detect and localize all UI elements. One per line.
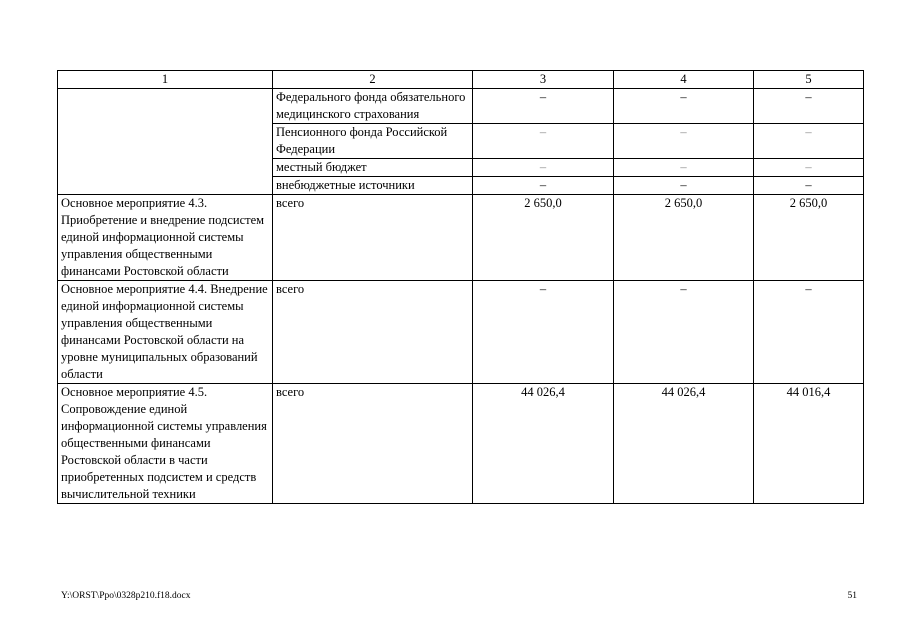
source-cell: всего [273, 281, 473, 384]
value-cell: – [754, 124, 864, 159]
value-cell: 2 650,0 [473, 195, 614, 281]
budget-table [57, 70, 864, 504]
header-col-1: 1 [58, 71, 273, 89]
value-cell: – [473, 89, 614, 124]
source-cell: Пенсионного фонда Российской Федерации [273, 124, 473, 159]
value-cell: – [473, 159, 614, 177]
header-col-5: 5 [754, 71, 864, 89]
value-cell: – [754, 177, 864, 195]
value-cell: 44 026,4 [473, 384, 614, 504]
value-cell: – [614, 281, 754, 384]
source-cell: местный бюджет [273, 159, 473, 177]
continued-name-cell [58, 89, 273, 195]
value-cell: 44 016,4 [754, 384, 864, 504]
value-cell: – [754, 89, 864, 124]
table-row [58, 195, 864, 281]
value-cell: – [754, 281, 864, 384]
value-cell: – [473, 281, 614, 384]
footer-page-number: 51 [847, 591, 857, 601]
value-cell: – [614, 124, 754, 159]
source-cell: всего [273, 384, 473, 504]
activity-name-cell: Основное мероприятие 4.4. Внедрение единой информационной системы управления общественными финансами Ростовской области на уровне муниципальных образований области [58, 281, 273, 384]
value-cell: – [614, 159, 754, 177]
activity-name-cell: Основное мероприятие 4.3. Приобретение и внедрение подсистем единой информационной системы управления общественными финансами Ростовской области [58, 195, 273, 281]
table-row [58, 89, 864, 124]
value-cell: 2 650,0 [754, 195, 864, 281]
value-cell: – [473, 124, 614, 159]
source-cell: Федерального фонда обязательного медицинского страхования [273, 89, 473, 124]
activity-name-cell: Основное мероприятие 4.5. Сопровождение единой информационной системы управления общественными финансами Ростовской области в части приобретенных подсистем и средств вычислительной техники [58, 384, 273, 504]
value-cell: – [614, 177, 754, 195]
header-col-3: 3 [473, 71, 614, 89]
value-cell: – [614, 89, 754, 124]
value-cell: 2 650,0 [614, 195, 754, 281]
table-row [58, 281, 864, 384]
table-row [58, 384, 864, 504]
header-row [58, 71, 864, 89]
footer-file-path: Y:\ORST\Ppo\0328p210.f18.docx [61, 591, 191, 601]
source-cell: всего [273, 195, 473, 281]
header-col-4: 4 [614, 71, 754, 89]
header-col-2: 2 [273, 71, 473, 89]
value-cell: – [754, 159, 864, 177]
value-cell: – [473, 177, 614, 195]
value-cell: 44 026,4 [614, 384, 754, 504]
source-cell: внебюджетные источники [273, 177, 473, 195]
